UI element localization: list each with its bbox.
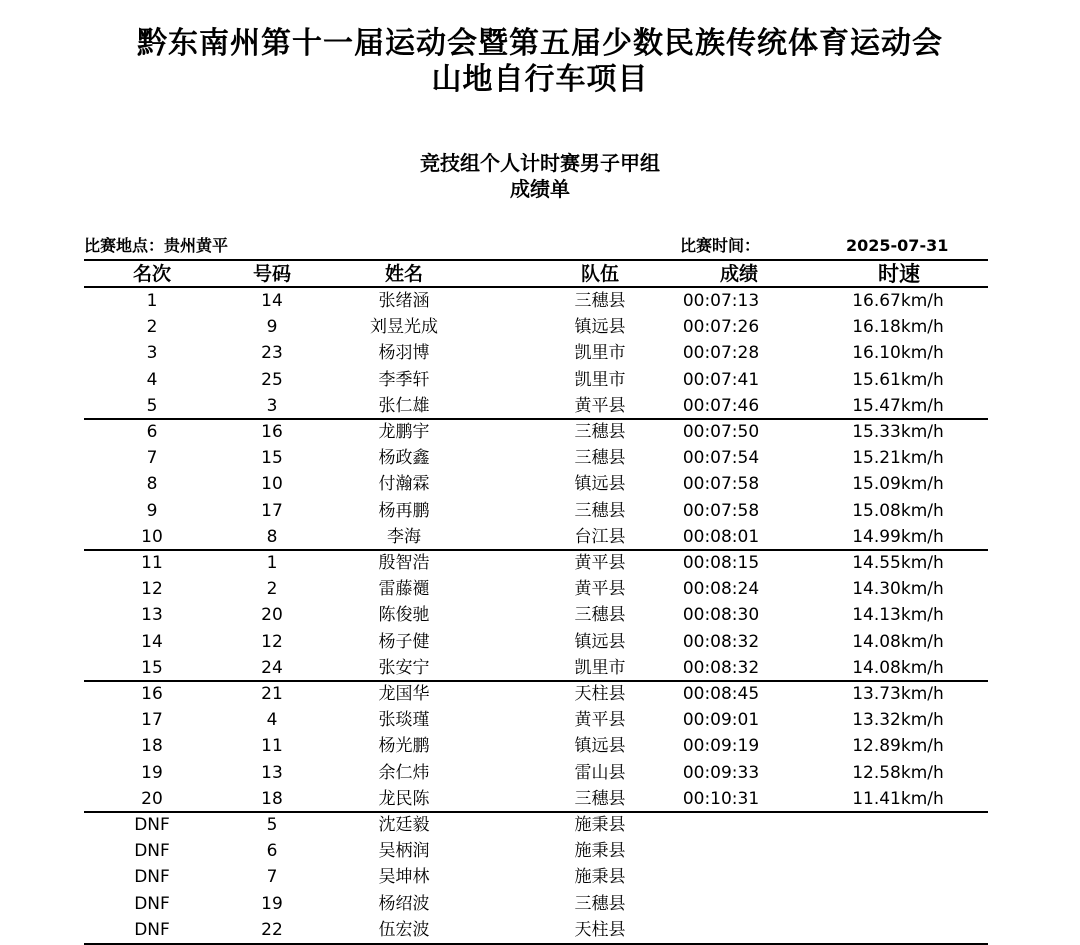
cell-rank: DNF (134, 894, 170, 914)
cell-result: 00:08:30 (682, 605, 760, 625)
cell-speed: 14.08km/h (852, 658, 944, 678)
cell-name: 张仁雄 (378, 396, 430, 416)
cell-rank: DNF (134, 920, 170, 940)
cell-speed: 16.67km/h (852, 291, 944, 311)
cell-number: 25 (261, 370, 283, 390)
cell-speed: 13.32km/h (852, 710, 944, 730)
cell-team: 凯里市 (574, 370, 626, 390)
cell-result: 00:07:28 (682, 343, 760, 363)
cell-rank: 12 (141, 579, 163, 599)
cell-name: 杨羽博 (378, 343, 430, 363)
cell-speed (796, 812, 1000, 838)
cell-speed: 16.18km/h (852, 317, 944, 337)
table-row (84, 419, 988, 445)
cell-speed: 11.41km/h (852, 789, 944, 809)
cell-result (646, 838, 796, 864)
cell-rank: 2 (146, 317, 158, 337)
cell-rank: 1 (146, 291, 158, 311)
table-row (84, 629, 988, 655)
cell-team: 天柱县 (574, 684, 626, 704)
cell-name: 伍宏波 (378, 920, 430, 940)
cell-rank: 10 (141, 527, 163, 547)
cell-rank: 18 (141, 736, 163, 756)
header-name: 姓名 (384, 263, 423, 285)
cell-result: 00:09:19 (682, 736, 760, 756)
table-row (84, 602, 988, 628)
cell-result: 00:09:01 (682, 710, 760, 730)
cell-number: 18 (261, 789, 283, 809)
cell-name: 杨政鑫 (378, 448, 430, 468)
cell-number: 19 (261, 894, 283, 914)
cell-name: 杨再鹏 (378, 501, 430, 521)
cell-team: 三穗县 (574, 894, 626, 914)
table-row (84, 812, 988, 838)
cell-speed: 14.13km/h (852, 605, 944, 625)
cell-rank: 8 (146, 474, 158, 494)
cell-speed: 14.30km/h (852, 579, 944, 599)
competition-date: 2025-07-31 (846, 236, 949, 255)
header-result: 成绩 (719, 263, 758, 285)
cell-speed: 16.10km/h (852, 343, 944, 363)
cell-team: 三穗县 (574, 501, 626, 521)
cell-rank: 11 (141, 553, 163, 573)
cell-rank: 15 (141, 658, 163, 678)
cell-team: 三穗县 (574, 422, 626, 442)
table-row (84, 367, 988, 393)
cell-name: 雷藤禵 (378, 579, 430, 599)
document-subtitle-line1: 竞技组个人计时赛男子甲组 (420, 151, 660, 175)
cell-team: 黄平县 (574, 579, 626, 599)
cell-team: 镇远县 (574, 317, 626, 337)
cell-team: 施秉县 (574, 841, 626, 861)
cell-result (646, 812, 796, 838)
cell-name: 殷智浩 (378, 553, 430, 573)
cell-result: 00:07:46 (682, 396, 760, 416)
table-row (84, 760, 988, 786)
document-subtitle-line2: 成绩单 (510, 177, 570, 201)
header-number: 号码 (252, 263, 291, 285)
table-row (84, 733, 988, 759)
cell-rank: 9 (146, 501, 158, 521)
cell-rank: 7 (146, 448, 158, 468)
cell-number: 14 (261, 291, 283, 311)
cell-name: 余仁炜 (378, 763, 430, 783)
cell-name: 刘昱光成 (370, 317, 438, 337)
cell-team: 施秉县 (574, 815, 626, 835)
cell-team: 凯里市 (574, 658, 626, 678)
cell-result: 00:07:50 (682, 422, 760, 442)
cell-rank: DNF (134, 867, 170, 887)
cell-result: 00:08:32 (682, 632, 760, 652)
cell-result: 00:07:26 (682, 317, 760, 337)
cell-result: 00:08:45 (682, 684, 760, 704)
cell-speed (796, 864, 1000, 890)
cell-number: 15 (261, 448, 283, 468)
cell-speed: 15.09km/h (852, 474, 944, 494)
table-row (84, 864, 988, 890)
cell-name: 吴坤林 (378, 867, 430, 887)
cell-speed: 15.61km/h (852, 370, 944, 390)
table-row (84, 498, 988, 524)
cell-speed: 15.47km/h (852, 396, 944, 416)
table-header-row (84, 261, 988, 287)
cell-team: 三穗县 (574, 291, 626, 311)
table-row (84, 314, 988, 340)
header-rank: 名次 (132, 263, 171, 285)
time-label: 比赛时间： (680, 236, 761, 255)
cell-number: 23 (261, 343, 283, 363)
cell-rank: 13 (141, 605, 163, 625)
cell-result: 00:07:58 (682, 501, 760, 521)
table-row (84, 524, 988, 550)
cell-rank: 17 (141, 710, 163, 730)
cell-result (646, 891, 796, 917)
cell-speed: 15.33km/h (852, 422, 944, 442)
cell-result (646, 917, 796, 943)
cell-name: 付瀚霖 (378, 474, 430, 494)
cell-speed: 13.73km/h (852, 684, 944, 704)
table-row (84, 340, 988, 366)
cell-result: 00:10:31 (682, 789, 760, 809)
cell-number: 10 (261, 474, 283, 494)
cell-name: 龙国华 (378, 684, 430, 704)
header-team: 队伍 (580, 263, 619, 285)
cell-speed: 14.08km/h (852, 632, 944, 652)
cell-number: 21 (261, 684, 283, 704)
cell-team: 雷山县 (574, 763, 626, 783)
table-row (84, 681, 988, 707)
cell-speed: 12.58km/h (852, 763, 944, 783)
table-row (84, 550, 988, 576)
cell-name: 沈廷毅 (378, 815, 430, 835)
cell-name: 龙鹏宇 (378, 422, 430, 442)
table-row (84, 445, 988, 471)
cell-speed (796, 838, 1000, 864)
cell-rank: 19 (141, 763, 163, 783)
cell-number: 13 (261, 763, 283, 783)
cell-name: 龙民陈 (378, 789, 430, 809)
cell-team: 施秉县 (574, 867, 626, 887)
cell-rank: DNF (134, 841, 170, 861)
cell-name: 杨光鹏 (378, 736, 430, 756)
cell-rank: 14 (141, 632, 163, 652)
cell-number: 22 (261, 920, 283, 940)
document-title-line2: 山地自行车项目 (431, 62, 649, 97)
cell-number: 17 (261, 501, 283, 521)
cell-number: 2 (266, 579, 278, 599)
cell-number: 3 (266, 396, 278, 416)
cell-number: 11 (261, 736, 283, 756)
document-title-line1: 黔东南州第十一届运动会暨第五届少数民族传统体育运动会 (137, 26, 943, 61)
cell-speed: 15.21km/h (852, 448, 944, 468)
cell-team: 三穗县 (574, 605, 626, 625)
cell-rank: 6 (146, 422, 158, 442)
cell-name: 吴柄润 (378, 841, 430, 861)
cell-result: 00:08:32 (682, 658, 760, 678)
cell-team: 三穗县 (574, 448, 626, 468)
table-row (84, 393, 988, 419)
cell-result: 00:08:01 (682, 527, 760, 547)
cell-result: 00:07:58 (682, 474, 760, 494)
cell-team: 镇远县 (574, 736, 626, 756)
cell-name: 杨绍波 (378, 894, 430, 914)
cell-name: 张绪涵 (378, 291, 430, 311)
cell-number: 24 (261, 658, 283, 678)
cell-result: 00:08:24 (682, 579, 760, 599)
cell-speed: 14.55km/h (852, 553, 944, 573)
cell-speed: 12.89km/h (852, 736, 944, 756)
cell-team: 天柱县 (574, 920, 626, 940)
cell-result: 00:07:54 (682, 448, 760, 468)
table-row (84, 786, 988, 812)
cell-team: 黄平县 (574, 710, 626, 730)
table-row (84, 288, 988, 314)
cell-number: 5 (266, 815, 278, 835)
cell-rank: 20 (141, 789, 163, 809)
cell-team: 凯里市 (574, 343, 626, 363)
cell-team: 镇远县 (574, 632, 626, 652)
cell-name: 张安宁 (378, 658, 430, 678)
table-row (84, 917, 988, 943)
table-row (84, 655, 988, 681)
cell-speed (796, 917, 1000, 943)
cell-number: 4 (266, 710, 278, 730)
cell-name: 杨子健 (378, 632, 430, 652)
venue-label: 比赛地点：贵州黄平 (84, 236, 229, 255)
cell-result (646, 864, 796, 890)
table-row (84, 707, 988, 733)
cell-number: 16 (261, 422, 283, 442)
cell-name: 李季轩 (378, 370, 430, 390)
cell-team: 镇远县 (574, 474, 626, 494)
cell-number: 6 (266, 841, 278, 861)
cell-result: 00:09:33 (682, 763, 760, 783)
cell-number: 7 (266, 867, 278, 887)
table-row (84, 891, 988, 917)
cell-name: 李海 (387, 527, 421, 547)
cell-speed (796, 891, 1000, 917)
cell-rank: 4 (146, 370, 158, 390)
cell-team: 黄平县 (574, 553, 626, 573)
cell-number: 20 (261, 605, 283, 625)
cell-number: 9 (266, 317, 278, 337)
table-row (84, 471, 988, 497)
cell-name: 陈俊驰 (378, 605, 430, 625)
cell-number: 8 (266, 527, 278, 547)
cell-name: 张琰瑾 (378, 710, 430, 730)
cell-team: 台江县 (574, 527, 626, 547)
cell-rank: 5 (146, 396, 158, 416)
header-speed: 时速 (878, 262, 920, 286)
cell-speed: 15.08km/h (852, 501, 944, 521)
cell-rank: 16 (141, 684, 163, 704)
cell-result: 00:08:15 (682, 553, 760, 573)
cell-result: 00:07:13 (682, 291, 760, 311)
cell-team: 三穗县 (574, 789, 626, 809)
table-row (84, 576, 988, 602)
cell-number: 1 (266, 553, 278, 573)
cell-team: 黄平县 (574, 396, 626, 416)
cell-rank: DNF (134, 815, 170, 835)
cell-speed: 14.99km/h (852, 527, 944, 547)
cell-number: 12 (261, 632, 283, 652)
cell-rank: 3 (146, 343, 158, 363)
table-row (84, 838, 988, 864)
cell-result: 00:07:41 (682, 370, 760, 390)
